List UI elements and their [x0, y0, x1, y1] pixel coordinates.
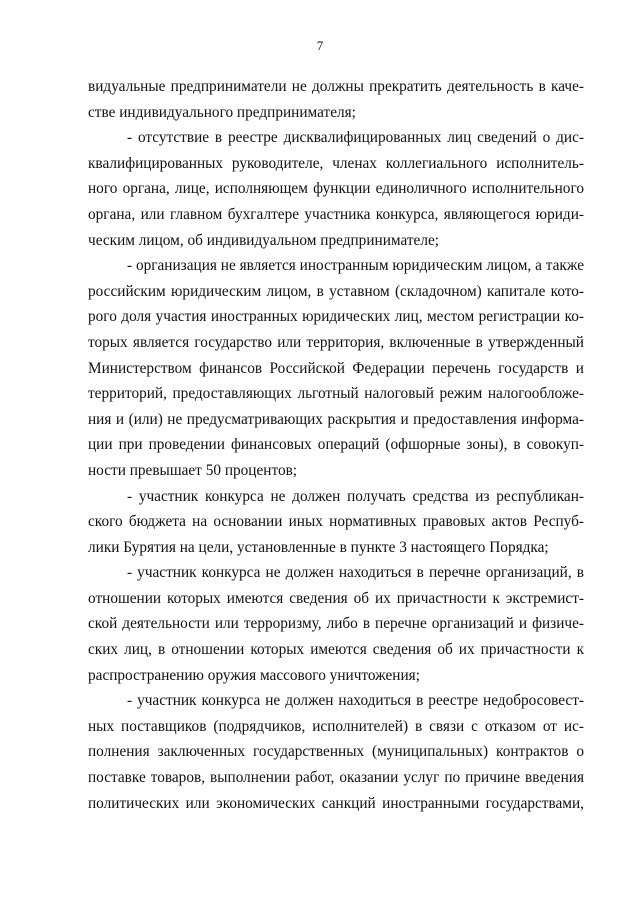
text-line: ческим лицом, об индивидуальном предпринимателе; [88, 231, 439, 249]
text-line: стве индивидуального предпринимателя; [88, 103, 356, 121]
text-line: поставке товаров, выполнении работ, оказании услуг по причине введения [88, 769, 584, 787]
text-line: - участник конкурса не должен получать средства из республикан- [127, 487, 584, 505]
text-line: ского бюджета на основании иных нормативных правовых актов Респуб- [88, 513, 584, 531]
text-line: - участник конкурса не должен находиться в реестре недобросовест- [127, 692, 584, 710]
text-line: полнения заключенных государственных (муниципальных) контрактов о [88, 743, 584, 761]
text-line: - отсутствие в реестре дисквалифицированных лиц сведений о дис- [127, 129, 584, 147]
text-line: видуальные предприниматели не должны прекратить деятельность в каче- [88, 78, 584, 95]
paragraph [88, 560, 584, 688]
text-line: российским юридическим лицом, в уставном (складочном) капитале кото- [88, 282, 584, 300]
paragraph [88, 688, 584, 816]
text-line: - организация не является иностранным юридическим лицом, а также [127, 257, 584, 275]
text-line: лики Бурятия на цели, установленные в пункте 3 настоящего Порядка; [88, 538, 549, 556]
text-line: ских лиц, в отношении которых имеются сведения об их причастности к [88, 641, 584, 659]
text-line: ности превышает 50 процентов; [88, 461, 298, 479]
text-line: территорий, предоставляющих льготный налоговый режим налогообложе- [88, 385, 584, 403]
text-line: Министерством финансов Российской Федерации перечень государств и [88, 359, 584, 377]
text-line: ции при проведении финансовых операций (офшорные зоны), в совокуп- [88, 436, 584, 454]
text-line: рого доля участия иностранных юридических лиц, местом регистрации ко- [88, 308, 584, 326]
text-line: торых является государство или территория, включенные в утвержденный [88, 333, 584, 351]
document-body [88, 74, 584, 816]
text-line: отношении которых имеются сведения об их причастности к экстремист- [88, 589, 584, 607]
paragraph [88, 74, 584, 125]
text-line: ния и (или) не предусматривающих раскрытия и предоставления информа- [88, 410, 584, 428]
page-number: 7 [316, 38, 324, 53]
paragraph [88, 484, 584, 561]
text-line: органа, или главном бухгалтере участника конкурса, являющегося юриди- [88, 205, 584, 223]
text-line: ской деятельности или терроризму, либо в перечне организаций и физиче- [88, 615, 584, 633]
text-line: - участник конкурса не должен находиться в перечне организаций, в [127, 564, 584, 582]
paragraph [88, 253, 584, 483]
text-line: квалифицированных руководителе, членах коллегиального исполнитель- [88, 154, 584, 172]
text-line: ных поставщиков (подрядчиков, исполнителей) в связи с отказом от ис- [88, 717, 584, 735]
paragraph [88, 125, 584, 253]
text-line: политических или экономических санкций иностранными государствами, [88, 794, 584, 812]
text-line: распространению оружия массового уничтожения; [88, 666, 420, 684]
text-line: ного органа, лице, исполняющем функции единоличного исполнительного [88, 180, 584, 198]
